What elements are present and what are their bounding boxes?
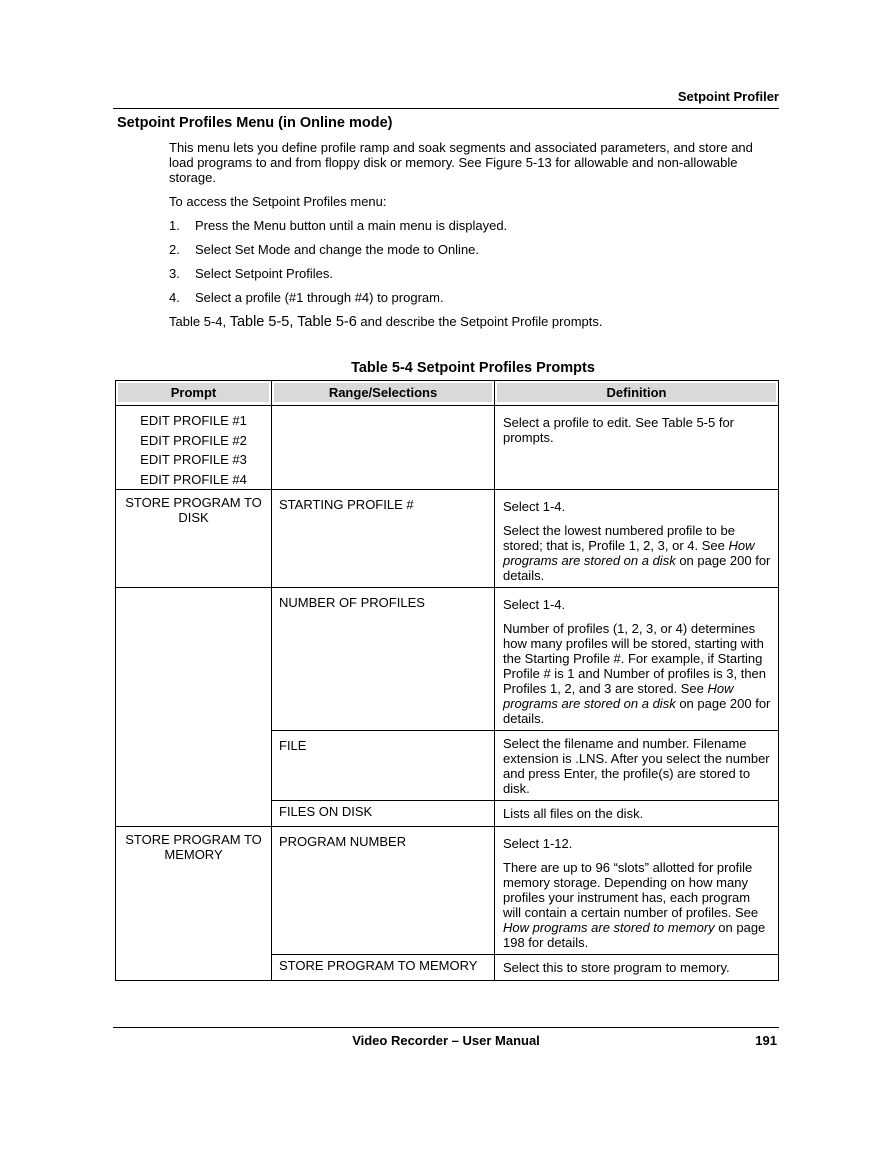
- definition-text: Select the lowest numbered profile to be stored; that is, Profile 1, 2, 3, or 4. See How programs are stored on a disk on page 200 for details.: [503, 523, 771, 583]
- definition-text: Select this to store program to memory.: [503, 960, 730, 975]
- definition-text: Select 1-12.: [503, 836, 573, 851]
- range-cell: NUMBER OF PROFILES: [272, 588, 495, 731]
- list-item: [169, 266, 774, 281]
- cross-reference: How programs are stored to memory: [503, 920, 715, 935]
- footer-title: Video Recorder – User Manual: [352, 1033, 540, 1048]
- table-title: Table 5-4 Setpoint Profiles Prompts: [351, 360, 595, 376]
- definition-cell: [495, 731, 779, 801]
- describe-text: and describe the Setpoint Profile prompts.: [356, 314, 603, 329]
- section-title: Setpoint Profiles Menu (in Online mode): [117, 115, 393, 131]
- definition-cell: [495, 406, 779, 490]
- step-number: 4.: [169, 290, 180, 305]
- list-item: [169, 290, 774, 305]
- range-cell: STARTING PROFILE #: [272, 490, 495, 588]
- prompts-table: [115, 380, 779, 981]
- table-row: [116, 827, 779, 955]
- step-text: Press the Menu button until a main menu is displayed.: [195, 218, 508, 233]
- prompt-value: EDIT PROFILE #1: [140, 413, 247, 428]
- prompt-value: EDIT PROFILE #2: [140, 432, 247, 448]
- definition-cell: [495, 490, 779, 588]
- definition-text: Select a profile to edit. See Table 5-5 for prompts.: [503, 415, 735, 445]
- definition-cell: [495, 955, 779, 981]
- intro-block: [169, 140, 774, 330]
- range-cell: FILE: [272, 731, 495, 801]
- step-text: Select Set Mode and change the mode to Online.: [195, 242, 480, 257]
- running-header: Setpoint Profiler: [677, 89, 779, 104]
- prompt-value: EDIT PROFILE #4: [140, 471, 247, 487]
- separator: ,: [289, 314, 298, 330]
- step-number: 1.: [169, 218, 180, 233]
- definition-cell: [495, 588, 779, 731]
- definition-text: Select the filename and number. Filename extension is .LNS. After you select the number and press Enter, the profile(s) are stored to disk.: [503, 736, 770, 796]
- steps-list: [169, 218, 774, 305]
- table-row: [116, 588, 779, 731]
- definition-cell: [495, 801, 779, 827]
- table-ref: Table 5-6: [297, 314, 357, 330]
- header-rule: [113, 108, 779, 109]
- table-ref: Table 5-4,: [169, 314, 230, 329]
- range-cell: STORE PROGRAM TO MEMORY: [272, 955, 495, 981]
- cross-reference: How programs are stored on a disk: [503, 681, 734, 711]
- column-header-prompt: Prompt: [116, 381, 272, 406]
- step-text: Select Setpoint Profiles.: [195, 266, 334, 281]
- list-item: [169, 242, 774, 257]
- prompt-cell: [116, 406, 272, 490]
- prompt-cell: STORE PROGRAM TO MEMORY: [116, 827, 272, 981]
- column-header-definition: Definition: [495, 381, 779, 406]
- column-header-range: Range/Selections: [272, 381, 495, 406]
- range-cell: FILES ON DISK: [272, 801, 495, 827]
- prompt-cell: STORE PROGRAM TO DISK: [116, 490, 272, 588]
- footer-rule: [113, 1027, 779, 1028]
- step-number: 2.: [169, 242, 180, 257]
- definition-cell: [495, 827, 779, 955]
- definition-text: Select 1-4.: [503, 499, 566, 514]
- prompt-cell: [116, 588, 272, 827]
- table-row: [116, 406, 779, 490]
- cross-reference: How programs are stored on a disk: [503, 538, 755, 568]
- table-ref: Table 5-5: [229, 314, 290, 330]
- step-number: 3.: [169, 266, 180, 281]
- prompt-value: EDIT PROFILE #3: [140, 452, 247, 467]
- range-cell: PROGRAM NUMBER: [272, 827, 495, 955]
- definition-text: There are up to 96 “slots” allotted for profile memory storage. Depending on how many profiles your instrument has, each program will contain a certain number of profiles. See How programs are stored to memory on page 198 for details.: [503, 860, 766, 950]
- definition-text: Number of profiles (1, 2, 3, or 4) determines how many profiles will be stored, starting with the Starting Profile #. For example, if Starting Profile # is 1 and Number of profiles is 3, then Profiles 1, 2, and 3 are stored. See How programs are stored on a disk on page 200 for details.: [503, 621, 771, 726]
- definition-text: Select 1-4.: [503, 597, 566, 612]
- range-cell: [272, 406, 495, 490]
- definition-text: Lists all files on the disk.: [503, 806, 644, 821]
- table-header-row: [116, 381, 779, 406]
- page-number: 191: [755, 1033, 777, 1048]
- access-line: To access the Setpoint Profiles menu:: [169, 194, 387, 209]
- list-item: [169, 218, 774, 233]
- table-row: [116, 490, 779, 588]
- intro-paragraph: This menu lets you define profile ramp and soak segments and associated parameters, and store and load programs to and from floppy disk or memory. See Figure 5-13 for allowable and non-allowable storage.: [169, 140, 753, 185]
- step-text: Select a profile (#1 through #4) to program.: [195, 290, 444, 305]
- describe-line: [169, 314, 774, 330]
